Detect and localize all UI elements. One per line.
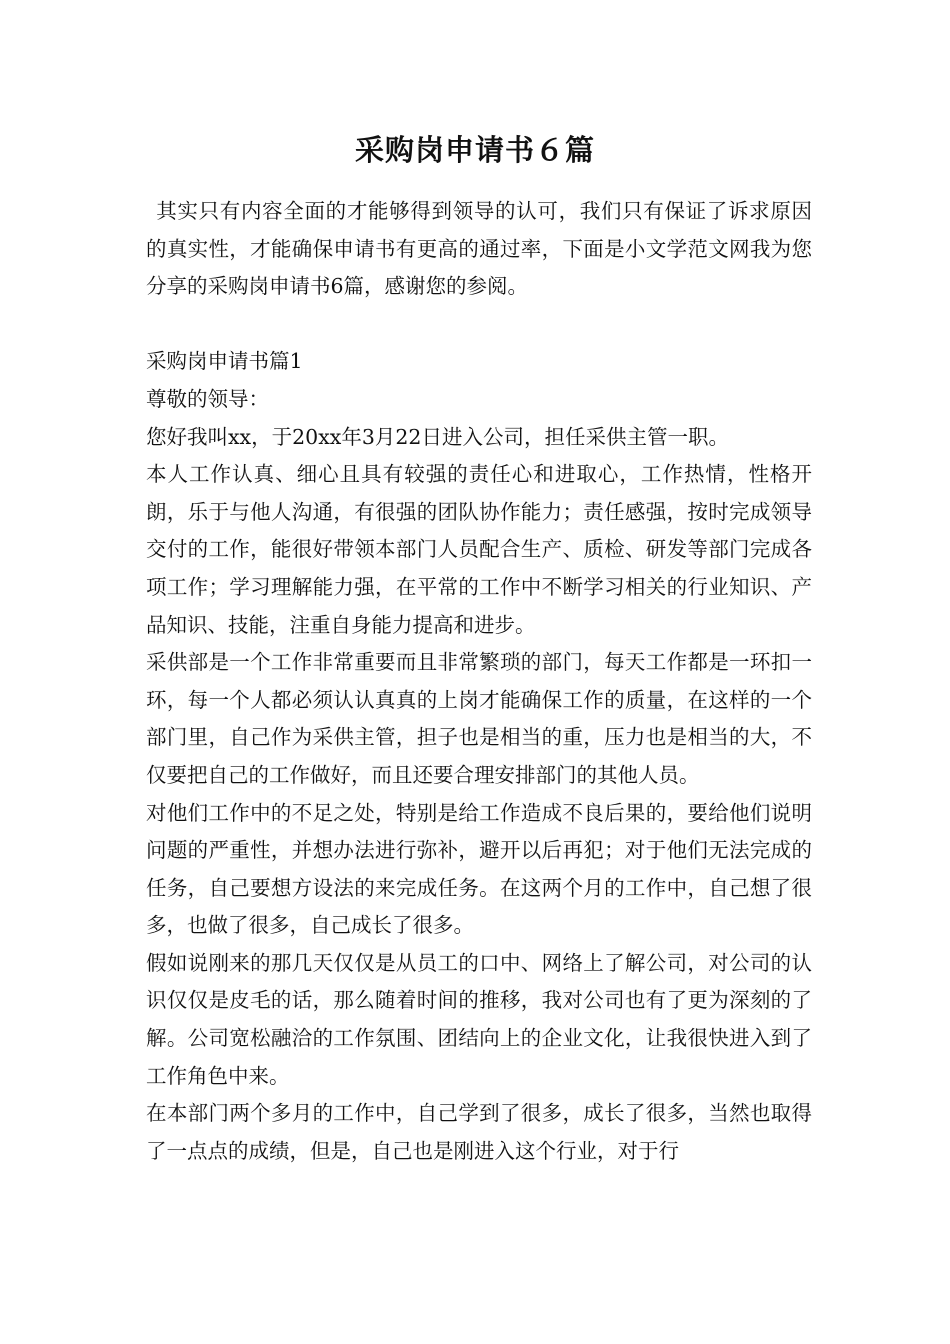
salutation: 尊敬的领导： [146,386,269,411]
body-paragraph: 采供部是一个工作非常重要而且非常繁琐的部门，每天工作都是一环扣一环，每一个人都必须认认真真的上岗才能确保工作的质量，在这样的一个部门里，自己作为采供主管，担子也是相当的重，压力也是相当的大，不仅要把自己的工作做好，而且还要合理安排部门的其他人员。 [146,650,812,787]
document-title: 采购岗申请书６篇 [354,133,595,167]
paragraph-spacer [146,306,812,344]
body-paragraph: 对他们工作中的不足之处，特别是给工作造成不良后果的，要给他们说明问题的严重性，并想办法进行弥补，避开以后再犯；对于他们无法完成的任务，自己要想方设法的来完成任务。在这两个月的工作中，自己想了很多，也做了很多，自己成长了很多。 [146,800,812,938]
body-paragraph: 假如说刚来的那几天仅仅是从员工的口中、网络上了解公司，对公司的认识仅仅是皮毛的话，那么随着时间的推移，我对公司也有了更为深刻的了解。公司宽松融洽的工作氛围、团结向上的企业文化，让我很快进入到了工作角色中来。 [146,950,812,1088]
document-body [146,193,812,1170]
body-paragraph: 本人工作认真、细心且具有较强的责任心和进取心，工作热情，性格开朗，乐于与他人沟通，有很强的团队协作能力；责任感强，按时完成领导交付的工作，能很好带领本部门人员配合生产、质检、研发等部门完成各项工作；学习理解能力强，在平常的工作中不断学习相关的行业知识、产品知识、技能，注重自身能力提高和进步。 [146,462,812,637]
body-paragraph: 您好我叫xx，于20xx年3月22日进入公司，担任采供主管一职。 [146,424,729,449]
section-heading: 采购岗申请书篇1 [146,349,303,374]
body-paragraph: 在本部门两个多月的工作中，自己学到了很多，成长了很多，当然也取得了一点点的成绩，但是，自己也是刚进入这个行业，对于行 [146,1101,812,1163]
intro-paragraph: 其实只有内容全面的才能够得到领导的认可，我们只有保证了诉求原因的真实性，才能确保申请书有更高的通过率，下面是小文学范文网我为您分享的采购岗申请书6篇，感谢您的参阅。 [146,199,812,299]
